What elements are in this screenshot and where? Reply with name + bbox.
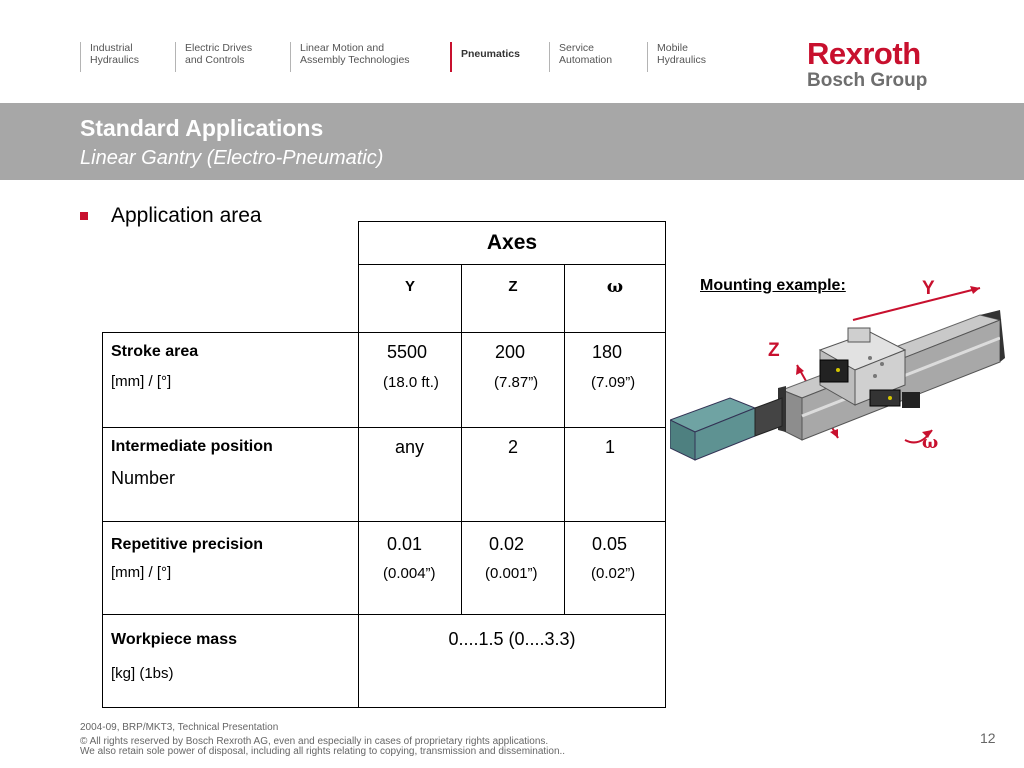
axis-omega-header: [564, 264, 666, 333]
brand-group: Bosch Group: [807, 70, 928, 91]
row-intermediate-omega: [564, 427, 666, 522]
footer-line-1: 2004-09, BRP/MKT3, Technical Presentation: [80, 722, 279, 733]
row-intermediate-y: [358, 427, 462, 522]
footer-line-2: © All rights reserved by Bosch Rexroth AG, even and especially in cases of proprietary rights applications.: [80, 736, 549, 747]
nav-label: Hydraulics: [657, 54, 707, 66]
row-unit: [mm] / [°]: [111, 373, 172, 390]
row-mass-value: [358, 614, 666, 708]
nav-label: Mobile: [657, 42, 688, 54]
nav-label: Assembly Technologies: [300, 54, 410, 66]
row-mass-label: [102, 614, 359, 708]
motor-coupling: [755, 398, 782, 436]
cell-value: 2: [508, 437, 519, 457]
title-band: [0, 103, 1024, 180]
nav-pneumatics[interactable]: [450, 42, 520, 72]
row-stroke-omega: [564, 332, 666, 428]
footer-line-3: We also retain sole power of disposal, including all rights relating to copying, transmission and dissemination..: [80, 746, 566, 757]
axis-y-header: [358, 264, 462, 333]
rexroth-logo: [807, 38, 927, 92]
axis-z-header: [461, 264, 565, 333]
row-unit: [mm] / [°]: [111, 564, 172, 581]
nav-label: Industrial: [90, 42, 133, 54]
brand-name: Rexroth: [807, 36, 921, 71]
nav-mobile-hydraulics[interactable]: [647, 42, 706, 72]
cell-value: 180: [592, 342, 623, 362]
row-precision-omega: [564, 521, 666, 615]
axis-label: ω: [606, 277, 624, 297]
page-number: 12: [980, 730, 996, 746]
nav-label: Service: [559, 42, 595, 54]
cell-value: 200: [495, 342, 526, 362]
bullet-icon: [80, 212, 88, 220]
row-precision-z: [461, 521, 565, 615]
nav-label: Electric Drives: [185, 42, 253, 54]
cell-subvalue: (0.001”): [485, 565, 538, 582]
page-subtitle: Linear Gantry (Electro-Pneumatic): [80, 147, 384, 169]
row-intermediate-z: [461, 427, 565, 522]
cell-value: 0....1.5 (0....3.3): [448, 629, 576, 649]
bullet-text: Application area: [111, 204, 262, 227]
row-precision-label: [102, 521, 359, 615]
axes-header: Axes: [486, 231, 538, 254]
row-stroke-y: [358, 332, 462, 428]
nav-service-automation[interactable]: [549, 42, 612, 72]
row-stroke-label: [102, 332, 359, 428]
row-unit: Number: [111, 468, 176, 488]
axis-omega-label: ω: [922, 433, 939, 453]
nav-label: Linear Motion and: [300, 42, 385, 54]
cell-subvalue: (0.02”): [591, 565, 636, 582]
nav-label: Automation: [559, 54, 613, 66]
cell-value: 0.01: [387, 534, 423, 554]
cell-value: 1: [605, 437, 616, 457]
row-stroke-z: [461, 332, 565, 428]
row-unit: [kg] (1bs): [111, 665, 174, 682]
nav-label: Hydraulics: [90, 54, 140, 66]
nav-industrial-hydraulics[interactable]: [80, 42, 139, 72]
row-label: Workpiece mass: [111, 631, 237, 648]
axis-label: Z: [508, 278, 518, 295]
cell-subvalue: (7.09”): [591, 374, 636, 391]
mounting-label: Mounting example:: [700, 277, 846, 294]
cell-value: 0.05: [592, 534, 628, 554]
axes-header-cell: [358, 221, 666, 265]
axis-label: Y: [404, 278, 415, 295]
nav-linear-motion[interactable]: [290, 42, 410, 72]
cell-subvalue: (7.87”): [494, 374, 539, 391]
row-label: Repetitive precision: [111, 536, 264, 553]
cell-subvalue: (0.004”): [383, 565, 436, 582]
row-precision-y: [358, 521, 462, 615]
cell-value: any: [395, 437, 425, 457]
cell-subvalue: (18.0 ft.): [383, 374, 439, 391]
y-arrow-head: [970, 286, 980, 294]
axis-z-label: Z: [768, 340, 780, 361]
nav-label: Pneumatics: [461, 48, 520, 60]
row-intermediate-label: [102, 427, 359, 522]
linear-gantry-illustration: [670, 280, 1010, 500]
row-label: Stroke area: [111, 343, 199, 360]
page-title: Standard Applications: [80, 115, 324, 141]
y-axis-arrow: [853, 288, 980, 320]
row-label: Intermediate position: [111, 438, 273, 455]
nav-electric-drives[interactable]: [175, 42, 252, 72]
nav-label: and Controls: [185, 54, 245, 66]
cell-value: 5500: [387, 342, 428, 362]
axis-y-label: Y: [922, 278, 935, 299]
cell-value: 0.02: [489, 534, 525, 554]
